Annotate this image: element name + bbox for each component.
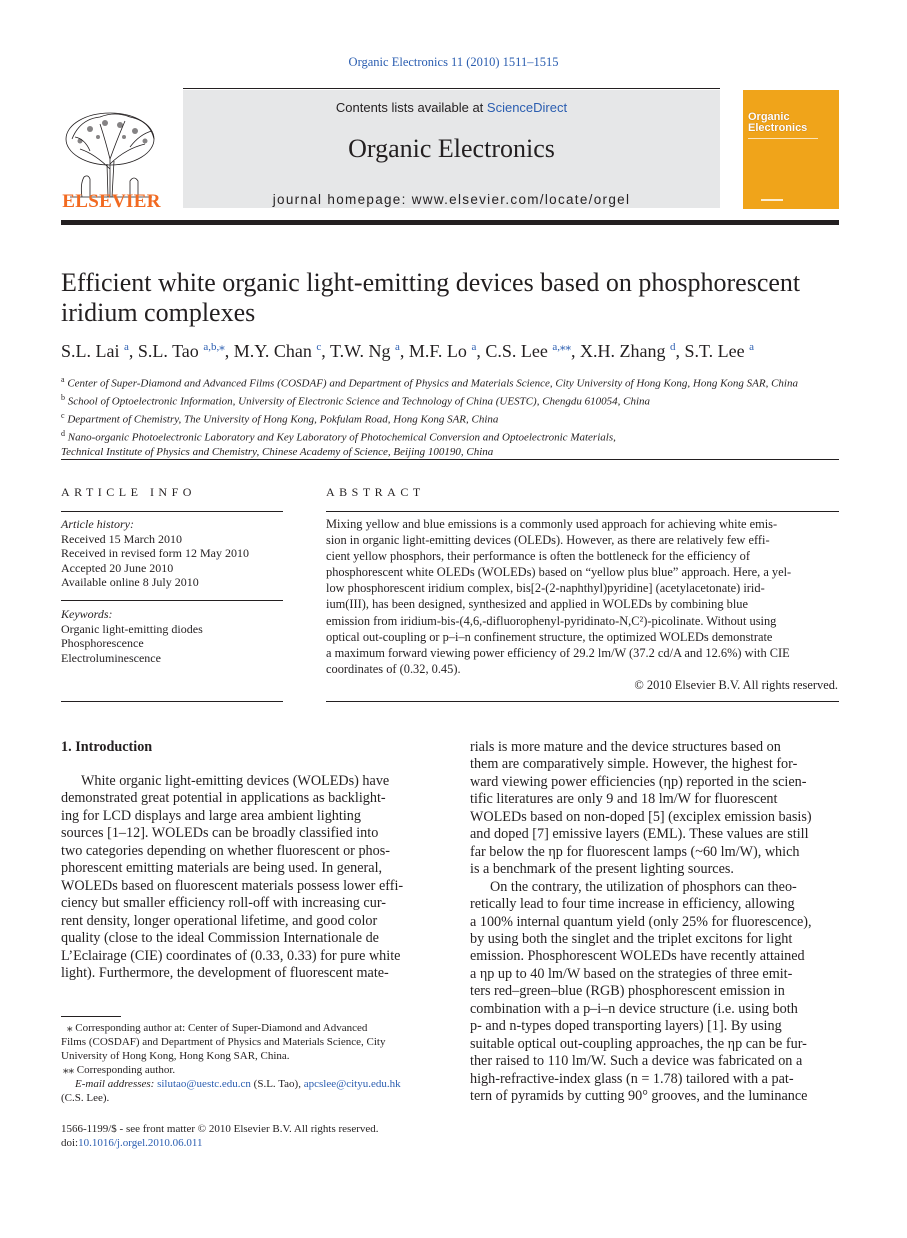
body-line: quality (close to the ideal Commission Internationale de	[61, 930, 379, 947]
author[interactable]: M.Y. Chan $^c$	[233, 341, 322, 361]
body-line: two categories depending on whether fluorescent or phos-	[61, 842, 390, 859]
body-line: demonstrated great potential in applications as backlight-	[61, 790, 386, 807]
body-line: On the contrary, the utilization of phosphors can theo-	[490, 878, 797, 895]
abstract-line: emission from iridium-bis-(4,6,-difluorophenyl-pyridinato-N,C²)-picolinate. Without using	[326, 613, 777, 628]
body-line: ciency but smaller efficiency roll-off with increasing cur-	[61, 895, 386, 912]
body-line: tern of pyramids by cutting 90° grooves, and the luminance	[470, 1088, 808, 1105]
body-line: rials is more mature and the device structures based on	[470, 739, 781, 755]
keywords	[61, 607, 283, 665]
body-line: emission. Phosphorescent WOLEDs have recently attained	[470, 948, 805, 965]
body-line: ing for LCD displays and large area ambient lighting	[61, 807, 361, 824]
affiliation: $^c$ Department of Chemistry, The University of Hong Kong, Pokfulam Road, Hong Kong SAR, China	[61, 411, 499, 426]
footnotes	[61, 1021, 430, 1105]
body-line: by using both the singlet and the triplet excitons for light	[470, 930, 793, 947]
affiliation: $^a$ Center of Super-Diamond and Advanced Films (COSDAF) and Department of Physics and Materials Science, City University of Hong Kong, Hong Kong SAR, China	[61, 375, 798, 390]
abstract-line: ium(III), has been designed, synthesized and applied in WOLEDs by combining blue	[326, 597, 748, 612]
abstract-line: low phosphorescent iridium complex, bis[2-(2-naphthyl)pyridine] (acetylacetonate) irid-	[326, 581, 765, 596]
article-info-heading: ARTICLE INFO	[61, 485, 196, 499]
email-link[interactable]: apcslee@cityu.edu.hk	[303, 1078, 401, 1090]
intro-right-column	[470, 739, 839, 1106]
body-line: WOLEDs based on fluorescent materials possess lower effi-	[61, 877, 404, 894]
doi-line	[61, 1136, 461, 1150]
elsevier-wordmark: ELSEVIER	[62, 191, 161, 212]
abstract-bottom-rule	[326, 701, 839, 702]
abstract-line: cient yellow phosphors, their performance is often the bottleneck for the efficiency of	[326, 549, 750, 564]
affiliation: $^d$ Nano-organic Photoelectronic Laboratory and Key Laboratory of Photochemical Conversion and Optoelectronic Materials,	[61, 429, 616, 444]
body-line: a ηp up to 40 lm/W based on the strategies of three emit-	[470, 965, 793, 982]
author[interactable]: S.L. Tao $^{a,b,⁎}$	[137, 341, 225, 361]
body-line: WOLEDs based on non-doped [5] (exciplex emission basis)	[470, 808, 812, 825]
header-top-rule	[183, 88, 720, 89]
journal-citation[interactable]: Organic Electronics 11 (2010) 1511–1515	[348, 55, 559, 69]
body-line: p- and n-types doped transporting layers) [1]. By using	[470, 1018, 782, 1035]
doi-prefix: doi:	[61, 1137, 79, 1149]
email-link[interactable]: silutao@uestc.edu.cn	[157, 1078, 251, 1090]
sciencedirect-link[interactable]: ScienceDirect	[486, 100, 568, 115]
body-line: a 100% internal quantum yield (only 25% for fluorescence),	[470, 913, 812, 930]
cover-title	[748, 112, 807, 134]
body-line: high-refractive-index glass (n = 1.78) tailored with a pat-	[470, 1070, 794, 1087]
body-line: light). Furthermore, the development of fluorescent mate-	[61, 964, 389, 981]
affiliation-rule	[61, 459, 839, 460]
body-line: retically lead to four time increase in efficiency, allowing	[470, 896, 795, 913]
email-label: E-mail addresses:	[75, 1078, 155, 1090]
journal-name: Organic Electronics	[348, 134, 555, 163]
section-heading-introduction: 1. Introduction	[61, 739, 153, 755]
body-line: and doped [7] emissive layers (EML). These values are still	[470, 826, 809, 843]
keywords-rule	[61, 600, 283, 601]
author[interactable]: S.T. Lee $^a$	[684, 341, 754, 361]
contents-line	[183, 100, 720, 115]
affiliation: Technical Institute of Physics and Chemistry, Chinese Academy of Science, Beijing 100190, China	[61, 446, 494, 459]
body-line: sources [1–12]. WOLEDs can be broadly classified into	[61, 825, 379, 842]
abstract-heading: ABSTRACT	[326, 485, 425, 499]
abstract-rule	[326, 511, 839, 512]
cover-mark	[761, 199, 783, 201]
body-line: far below the ηp for fluorescent lamps (~60 lm/W), which	[470, 843, 800, 860]
body-line: ters red–green–blue (RGB) phosphorescent emission in	[470, 983, 785, 1000]
keyword: Electroluminescence	[61, 650, 161, 665]
article-info-rule	[61, 511, 283, 512]
email-line	[61, 1077, 430, 1091]
footnote-line: ⁎ Corresponding author at: Center of Super-Diamond and Advanced	[67, 1022, 368, 1034]
header-thick-rule	[61, 220, 839, 225]
contents-prefix: Contents lists available at	[335, 100, 487, 115]
keyword: Organic light-emitting diodes	[61, 621, 203, 636]
issn-line: 1566-1199/$ - see front matter © 2010 Elsevier B.V. All rights reserved.	[61, 1123, 379, 1135]
history-item: Received 15 March 2010	[61, 531, 182, 546]
title-line-1: Efficient white organic light-emitting devices based on phosphorescent	[61, 268, 801, 297]
body-line: ward viewing power efficiencies (ηp) reported in the scien-	[470, 773, 807, 790]
body-line: suitable optical out-coupling approaches, the ηp can be fur-	[470, 1035, 807, 1052]
author[interactable]: S.L. Lai $^a$	[61, 341, 129, 361]
affiliation: $^b$ School of Optoelectronic Information, University of Electronic Science and Technology of China (UESTC), Chengdu 610054, China	[61, 393, 651, 408]
body-line: combination with a p–i–n device structure (i.e. using both	[470, 1000, 798, 1017]
cover-title-line2: Electronics	[748, 122, 808, 134]
cover-title-line1: Organic	[748, 111, 790, 123]
front-matter	[61, 1122, 461, 1150]
history-item: Received in revised form 12 May 2010	[61, 546, 249, 561]
body-line: rent density, longer operational lifetime, and good color	[61, 912, 378, 929]
article-history	[61, 517, 283, 590]
footnote-rule	[61, 1016, 121, 1017]
abstract-line: optical out-coupling or p–i–n confinement structure, the optimized WOLEDs demonstrate	[326, 629, 773, 644]
author-list: S.L. Lai $^a$, S.L. Tao $^{a,b,⁎}$, M.Y. Chan $^c$, T.W. Ng $^a$, M.F. Lo $^a$, C.S. Lee $^{a,⁎⁎}$, X.H. Zhang $^d$, S.T. Lee $^a$	[61, 341, 754, 361]
abstract-line: phosphorescent white OLEDs (WOLEDs) based on “yellow plus blue” approach. Here, a yel-	[326, 565, 792, 580]
abstract-line: sion in organic light-emitting devices (OLEDs). However, as there are relatively few effi-	[326, 533, 770, 548]
email-owner: (S.L. Tao),	[250, 1078, 304, 1090]
author[interactable]: T.W. Ng $^a$	[329, 341, 400, 361]
keyword: Phosphorescence	[61, 636, 144, 651]
abstract-line: coordinates of (0.32, 0.45).	[326, 661, 461, 676]
abstract-copyright: © 2010 Elsevier B.V. All rights reserved.	[634, 678, 838, 692]
cover-rule	[748, 138, 818, 139]
journal-homepage[interactable]: journal homepage: www.elsevier.com/locate/orgel	[272, 192, 631, 207]
body-line: L’Eclairage (CIE) coordinates of (0.33, 0.33) for pure white	[61, 947, 401, 964]
footnote-line: University of Hong Kong, Hong Kong SAR, China.	[61, 1050, 290, 1062]
body-line: phorescent emitting materials are being used. In general,	[61, 860, 383, 877]
body-line: ther raised to 110 lm/W. Such a device was fabricated on a	[470, 1053, 803, 1070]
author[interactable]: M.F. Lo $^a$	[408, 341, 477, 361]
title-line-2: iridium complexes	[61, 298, 256, 327]
journal-cover-thumbnail[interactable]	[743, 90, 839, 209]
email-owner: (C.S. Lee).	[61, 1092, 110, 1104]
author[interactable]: X.H. Zhang $^d$	[579, 341, 676, 361]
abstract-line: Mixing yellow and blue emissions is a commonly used approach for achieving white emis-	[326, 517, 778, 531]
footnote-line: ⁎⁎ Corresponding author.	[63, 1064, 176, 1076]
abstract-body	[326, 516, 839, 677]
body-line: them are comparatively simple. However, the highest for-	[470, 756, 798, 773]
history-item: Accepted 20 June 2010	[61, 560, 174, 575]
keywords-label: Keywords:	[61, 607, 113, 621]
history-item: Available online 8 July 2010	[61, 575, 199, 590]
body-line: White organic light-emitting devices (WOLEDs) have	[81, 773, 390, 789]
article-info-bottom-rule	[61, 701, 283, 702]
author[interactable]: C.S. Lee $^{a,⁎⁎}$	[485, 341, 571, 361]
abstract-line: a maximum forward viewing power efficiency of 29.2 lm/W (37.2 cd/A and 12.6%) with CIE	[326, 645, 790, 660]
article-title	[61, 268, 839, 328]
footnote-line: Films (COSDAF) and Department of Physics and Materials Science, City	[61, 1036, 386, 1048]
affiliations	[61, 373, 839, 460]
doi-link[interactable]: 10.1016/j.orgel.2010.06.011	[78, 1137, 203, 1149]
body-line: tific literatures are only 9 and 18 lm/W for fluorescent	[470, 791, 778, 808]
history-label: Article history:	[61, 517, 134, 531]
intro-left-column	[61, 773, 430, 982]
body-line: is a benchmark of the present lighting sources.	[470, 861, 734, 878]
